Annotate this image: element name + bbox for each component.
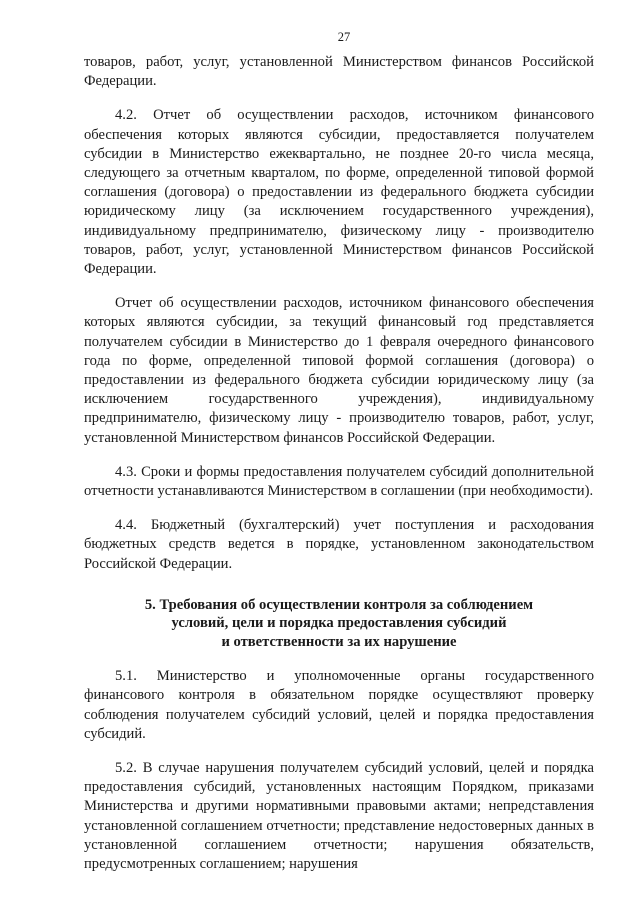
paragraph-5-2: 5.2. В случае нарушения получателем субсидий условий, целей и порядка предоставления субсидий, установленных настоящим Порядком, приказами Министерства и другими нормативными правовыми актами; непредставления установленной соглашением отчетности; представление недостоверных данных в установленной соглашением отчетности; нарушения обязательств, предусмотренных соглашением; нарушения (84, 759, 594, 872)
paragraph-4-3: 4.3. Сроки и формы предоставления получателем субсидий дополнительной отчетности устанавливаются Министерством в соглашении (при необходимости). (84, 463, 594, 500)
paragraph-4-2: 4.2. Отчет об осуществлении расходов, источником финансового обеспечения которых являются субсидии, предоставляется получателем субсидии в Министерство ежеквартально, не позднее 20-го числа месяца, следующего за отчетным кварталом, по форме, определенной типовой формой соглашения (договора) о предоставлении из федерального бюджета субсидии юридическому лицу (за исключением государственного учреждения), индивидуальному предпринимателю, физическому лицу - производителю товаров, работ, услуг, установленной Министерством финансов Российской Федерации. (84, 107, 594, 278)
section-heading-line: условий, цели и порядка предоставления субсидий (171, 615, 507, 632)
section-heading (84, 596, 594, 651)
paragraph-report-annual: Отчет об осуществлении расходов, источником финансового обеспечения которых являются субсидии, за текущий финансовый год представляется получателем субсидии в Министерство до 1 февраля очередного финансового года по форме, определенной типовой формой соглашения (договора) о предоставлении из федерального бюджета субсидии юридическому лицу (за исключением государственного учреждения), индивидуальному предпринимателю, физическому лицу - производителю товаров, работ, услуг, установленной Министерством финансов Российской Федерации. (84, 295, 594, 446)
paragraph-continuation: товаров, работ, услуг, установленной Министерством финансов Российской Федерации. (84, 54, 594, 90)
paragraph-4-4: 4.4. Бюджетный (бухгалтерский) учет поступления и расходования бюджетных средств ведется в порядке, установленном законодательством Российской Федерации. (84, 517, 594, 572)
paragraph-5-1: 5.1. Министерство и уполномоченные органы государственного финансового контроля в обязательном порядке осуществляют проверку соблюдения получателем субсидий условий, целей и порядка предоставления субсидий. (84, 668, 594, 742)
section-heading-line: и ответственности за их нарушение (221, 633, 457, 650)
section-heading-line: 5. Требования об осуществлении контроля за соблюдением (144, 596, 534, 613)
page-number: 27 (337, 30, 351, 44)
